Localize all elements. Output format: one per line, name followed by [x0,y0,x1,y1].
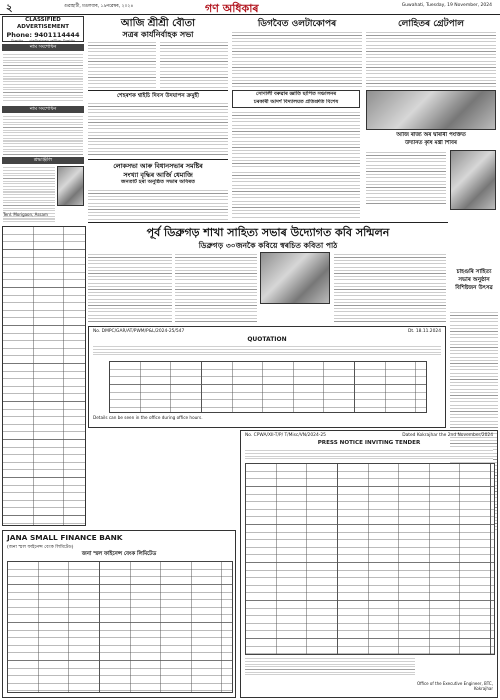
krishi-headline: আজি ৰাজ্য অৰ দ্বাৰাৰী পংক্তিত [396,132,466,138]
classified-box [2,16,84,42]
left-text-block-2 [3,115,83,155]
quotation-box [88,326,446,428]
banner-text-3 [334,252,446,324]
story3-text [88,188,228,222]
bank-notice [2,530,236,698]
sonali-headline: সোণালী বৰুৱাৰ জ্ঞাতি ছাপিত সঞ্চালনৰ [255,91,337,97]
banner-subtitle: ডিব্ৰুগড় ৩০জনকৈ কবিয়ে স্বৰচিত কবিতা পাঠ [198,241,338,250]
story2-text [88,101,228,157]
left-notice-table [2,226,86,526]
bank-name: JANA SMALL FINANCE BANK [7,533,123,542]
story3-subhead: সংখ্যা বৃদ্ধিৰ আৰ্জি ধেমাজি [123,171,193,179]
chahguri-headline: চাহগুৰি সাহিত্য সভাৰ অনুষ্ঠান বিশিষ্টজন উৎসৱ [455,269,493,291]
tender-footer-text [245,657,415,677]
banner-text-1 [88,252,172,324]
krishi-text [366,150,446,204]
right-portrait-photo [450,150,496,210]
page-number: ২ [6,3,13,14]
quotation-date: Dt. 18.11.2024 [407,329,441,334]
bank-table [7,561,233,693]
quotation-table [109,361,427,413]
boita-text-right [160,40,228,88]
headline-lohit: লোহিতৰ গ্ৰেটপাল [398,19,464,29]
right-top-photo [366,90,496,130]
lohit-text [366,30,496,88]
headline-digboi: ডিগবৈত ওলটাকোপৰ [257,19,337,29]
banner-top-rule [88,222,448,223]
tender-ref-date: Dated Kokrajhar the 2nd November/2024 [402,433,493,438]
story2-headline: শেহৰশক শ্বাইচি দিবস উদযাপন ক্ৰমুহী [117,93,199,99]
left-portrait-photo [57,166,84,206]
digboi-text [232,30,362,88]
edition-date: Guwahati, Tuesday, 19 November, 2024 [401,3,492,8]
classified-phone: Phone: 9401114444 [6,31,80,39]
left-section-1: নাম সংশোধন [2,44,84,51]
bank-notice-title: জনা স্মল ফাইনেন্স বেংক লিমিটেড [81,551,157,557]
classified-note: বিজ্ঞাপন — বাতৰিকাকতৰ শ্ৰেণীবদ্ধ বিজ্ঞাপন [11,39,75,43]
tender-body [245,449,493,461]
banner-photo [260,252,330,304]
date-line: গুৱাহাটী, মঙলবাৰ, ১৯নৱেম্বৰ, ২০২৪ [64,4,134,9]
banner-title: পূৰ্ব ডিব্ৰুগড় শাখা সাহিত্য সভাৰ উদ্যোগত কবি সন্মিলন [146,226,390,239]
banner-text-2 [175,252,257,324]
left-text-block-1 [3,53,83,103]
subhead-boita: সত্ৰৰ কাৰ্যনিৰ্বাহক সভা [122,29,194,39]
quotation-number: No. DMPC/GAR/AT/PWM/P&L/2024-25/547 [93,329,185,334]
left-section-2: নাম সংশোধন [2,106,84,113]
left-tender-text: Tenl. Morigaon, Assam [3,212,48,217]
quotation-title: QUOTATION [247,336,287,343]
misc-text-right [232,170,360,220]
page-header [0,0,500,15]
left-table-grid [3,227,85,525]
bank-subtitle: (জনা স্মল ফাইনেন্স বেংক লিমিটেড) [7,545,74,550]
tender-table [245,463,495,655]
tender-title: PRESS NOTICE INVITING TENDER [317,440,421,446]
left-section-3: শ্ৰদ্ধাঞ্জলি [2,157,84,164]
tender-ref: No. CPWA/XII-T/P/ T/Misc/VN/2024-25 [245,433,326,438]
sonali-box [232,90,360,108]
classified-title: CLASSIFIED ADVERTISEMENT [17,17,69,30]
tender-signature: Office of the Executive Engineer, BTC, Kokrajhar [416,681,493,691]
masthead: গণ অধিকাৰ [205,2,259,15]
sonali-text [232,110,360,168]
sonali-subhead: চৰকাৰী আদৰ্শ বিদ্যালয়ত প্ৰতিশ্ৰুতি বিশেষ [253,99,339,105]
story3-subhead-2: জনতাৰ্ট হৰা অনুষ্ঠিত সভাৰ অবিৰত [120,179,196,185]
divider-1 [88,90,228,91]
quotation-body [93,345,441,357]
divider-2 [88,159,228,160]
quotation-footer: Details can be seen in the office during office hours. [93,415,203,420]
tender-notice [240,430,498,698]
boita-text-left [88,40,156,88]
headline-boita: আজি শ্ৰীশ্ৰী বৌতা [120,18,196,29]
story3-headline: লোকসভা আৰু বিধানসভাৰ সমষ্টিৰ [113,162,203,170]
krishi-subhead: উদ্যানত কৃষি মন্ত্ৰী শিবিৰ [405,140,457,146]
